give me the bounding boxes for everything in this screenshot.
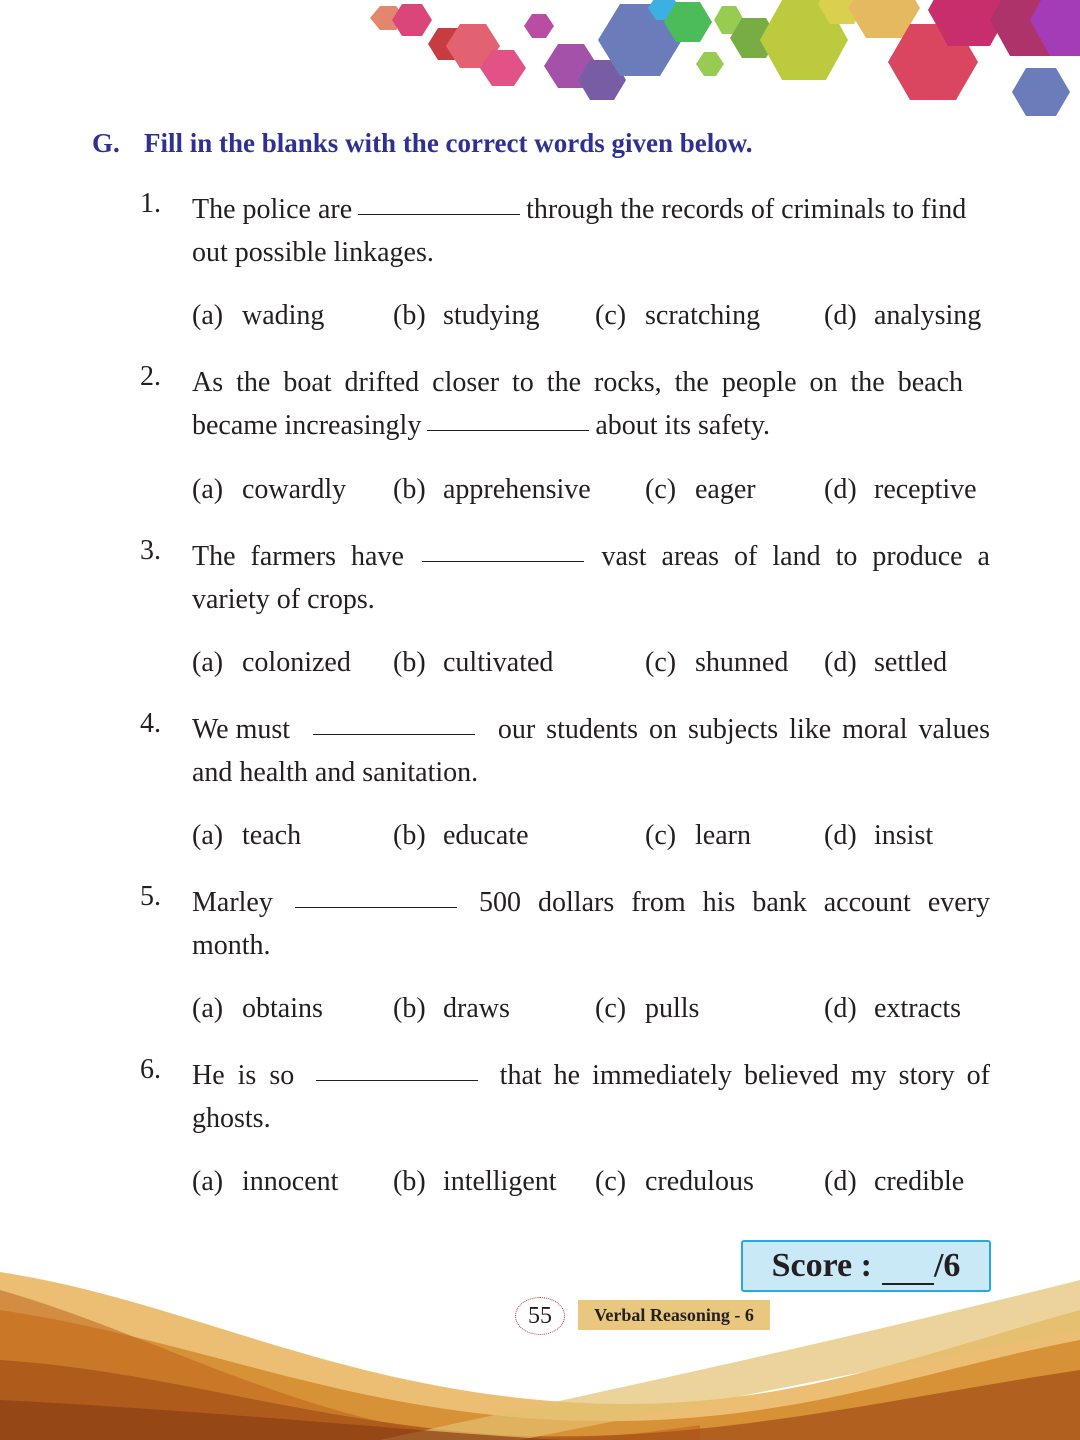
options-row-5 bbox=[192, 993, 992, 1033]
score-label: Score : bbox=[771, 1247, 872, 1284]
question-text-part: became increasingly bbox=[192, 410, 422, 441]
options-row-2 bbox=[192, 474, 992, 514]
option-b[interactable]: (b) apprehensive bbox=[393, 474, 591, 505]
answer-blank[interactable] bbox=[422, 535, 584, 562]
option-d[interactable]: (d) extracts bbox=[824, 993, 962, 1024]
option-a[interactable]: (a) obtains bbox=[192, 993, 323, 1024]
question-text-part: Marley bbox=[192, 887, 273, 918]
question-text-part: ghosts. bbox=[192, 1103, 271, 1134]
answer-blank[interactable] bbox=[427, 404, 589, 431]
option-d[interactable]: (d) credible bbox=[824, 1166, 965, 1197]
book-title-label: Verbal Reasoning - 6 bbox=[578, 1300, 770, 1330]
question-6 bbox=[140, 1054, 990, 1140]
options-row-6 bbox=[192, 1166, 992, 1206]
score-box bbox=[741, 1240, 991, 1292]
option-a[interactable]: (a) innocent bbox=[192, 1166, 339, 1197]
options-row-3 bbox=[192, 647, 992, 687]
question-3 bbox=[140, 535, 990, 621]
answer-blank[interactable] bbox=[313, 708, 475, 735]
question-2 bbox=[140, 361, 990, 447]
question-text bbox=[192, 188, 990, 274]
question-number: 5. bbox=[140, 881, 161, 912]
section-letter: G. bbox=[92, 128, 120, 158]
option-b[interactable]: (b) draws bbox=[393, 993, 510, 1024]
question-text-part: our students on subjects like moral values bbox=[497, 714, 990, 745]
option-c[interactable]: (c) credulous bbox=[595, 1166, 754, 1197]
answer-blank[interactable] bbox=[316, 1054, 478, 1081]
question-1 bbox=[140, 188, 990, 274]
question-text-part: variety of crops. bbox=[192, 584, 375, 615]
question-number: 6. bbox=[140, 1054, 161, 1085]
question-text-part: We must bbox=[192, 714, 291, 745]
question-text-part: vast areas of land to produce a bbox=[601, 541, 990, 572]
question-text-part: He is so bbox=[192, 1060, 295, 1091]
option-b[interactable]: (b) educate bbox=[393, 820, 529, 851]
question-text-part: about its safety. bbox=[595, 410, 771, 441]
answer-blank[interactable] bbox=[358, 188, 520, 215]
question-text-part: 500 dollars from his bank account every bbox=[479, 887, 990, 918]
question-text bbox=[192, 535, 990, 621]
hexagon-shape bbox=[696, 52, 724, 76]
option-a[interactable]: (a) colonized bbox=[192, 647, 351, 678]
page-number: 55 bbox=[515, 1297, 565, 1335]
question-text bbox=[192, 1054, 990, 1140]
option-d[interactable]: (d) receptive bbox=[824, 474, 977, 505]
answer-blank[interactable] bbox=[295, 881, 457, 908]
hexagon-shape bbox=[1012, 68, 1070, 116]
question-text-part: month. bbox=[192, 930, 271, 961]
section-instruction: Fill in the blanks with the correct words given below. bbox=[144, 128, 753, 158]
question-text bbox=[192, 708, 990, 794]
option-a[interactable]: (a) teach bbox=[192, 820, 302, 851]
question-text-part: The farmers have bbox=[192, 541, 404, 572]
option-b[interactable]: (b) cultivated bbox=[393, 647, 554, 678]
option-c[interactable]: (c) shunned bbox=[645, 647, 789, 678]
option-c[interactable]: (c) eager bbox=[645, 474, 756, 505]
hexagon-decoration bbox=[0, 0, 1080, 130]
options-row-1 bbox=[192, 300, 992, 340]
score-total: /6 bbox=[933, 1247, 961, 1284]
hexagon-shape bbox=[524, 14, 554, 38]
question-text-part: and health and sanitation. bbox=[192, 757, 479, 788]
option-d[interactable]: (d) insist bbox=[824, 820, 934, 851]
question-text bbox=[192, 361, 990, 447]
score-blank[interactable] bbox=[882, 1255, 934, 1285]
question-5 bbox=[140, 881, 990, 967]
option-a[interactable]: (a) wading bbox=[192, 300, 325, 331]
option-b[interactable]: (b) intelligent bbox=[393, 1166, 557, 1197]
question-text-part: that he immediately believed my story of bbox=[499, 1060, 990, 1091]
option-d[interactable]: (d) settled bbox=[824, 647, 948, 678]
question-4 bbox=[140, 708, 990, 794]
question-text-part: The police are bbox=[192, 194, 353, 225]
section-heading bbox=[92, 128, 753, 159]
option-c[interactable]: (c) learn bbox=[645, 820, 751, 851]
option-b[interactable]: (b) studying bbox=[393, 300, 540, 331]
question-number: 3. bbox=[140, 535, 161, 566]
question-number: 4. bbox=[140, 708, 161, 739]
question-text-part: out possible linkages. bbox=[192, 237, 434, 268]
option-c[interactable]: (c) scratching bbox=[595, 300, 761, 331]
options-row-4 bbox=[192, 820, 992, 860]
option-d[interactable]: (d) analysing bbox=[824, 300, 982, 331]
option-a[interactable]: (a) cowardly bbox=[192, 474, 347, 505]
question-number: 1. bbox=[140, 188, 161, 219]
option-c[interactable]: (c) pulls bbox=[595, 993, 700, 1024]
question-text-part: As the boat drifted closer to the rocks, the people on the beach bbox=[192, 367, 963, 398]
question-number: 2. bbox=[140, 361, 161, 392]
question-text-part: through the records of criminals to find bbox=[526, 194, 967, 225]
question-text bbox=[192, 881, 990, 967]
